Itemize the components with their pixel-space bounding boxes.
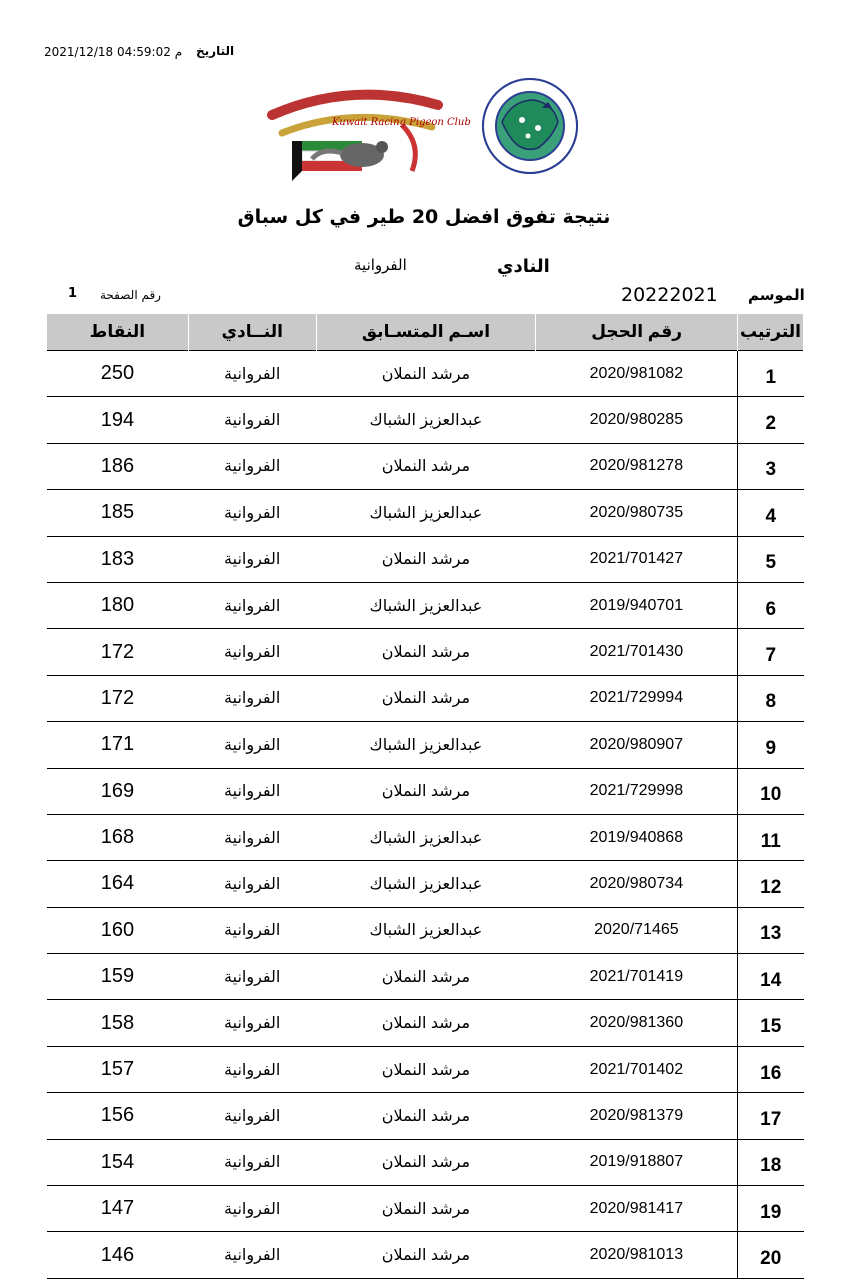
club-cell: الفروانية (188, 814, 316, 860)
points-cell: 183 (47, 536, 189, 582)
ring-cell: 2020/980735 (536, 490, 738, 536)
table-row (47, 675, 804, 721)
name-cell: مرشد النملان (316, 1000, 536, 1046)
table-row (47, 722, 804, 768)
club-cell: الفروانية (188, 768, 316, 814)
club-cell: الفروانية (188, 675, 316, 721)
date-value: 2021/12/18 04:59:02 م (44, 45, 183, 59)
club-cell: الفروانية (188, 443, 316, 489)
ring-cell: 2019/918807 (536, 1139, 738, 1185)
points-cell: 158 (47, 1000, 189, 1046)
name-cell: عبدالعزيز الشباك (316, 582, 536, 628)
federation-logo (482, 78, 578, 174)
ring-cell: 2021/701427 (536, 536, 738, 582)
ring-cell: 2020/981082 (536, 351, 738, 397)
table-header-row (47, 314, 804, 351)
table-row (47, 814, 804, 860)
table-row (47, 1093, 804, 1139)
points-cell: 157 (47, 1046, 189, 1092)
name-cell: مرشد النملان (316, 954, 536, 1000)
rank-cell: 4 (737, 490, 803, 536)
rank-cell: 11 (737, 814, 803, 860)
ring-cell: 2020/980734 (536, 861, 738, 907)
name-cell: مرشد النملان (316, 351, 536, 397)
ring-cell: 2021/729998 (536, 768, 738, 814)
rank-cell: 9 (737, 722, 803, 768)
rank-cell: 14 (737, 954, 803, 1000)
ring-cell: 2020/980285 (536, 397, 738, 443)
page-number-value: 1 (68, 286, 78, 301)
name-cell: عبدالعزيز الشباك (316, 814, 536, 860)
name-cell: عبدالعزيز الشباك (316, 861, 536, 907)
name-cell: عبدالعزيز الشباك (316, 722, 536, 768)
table-row (47, 629, 804, 675)
federation-emblem-icon (482, 78, 578, 174)
rank-cell: 10 (737, 768, 803, 814)
points-cell: 185 (47, 490, 189, 536)
rank-cell: 15 (737, 1000, 803, 1046)
date-label: التاريخ (196, 44, 235, 58)
name-cell: مرشد النملان (316, 768, 536, 814)
header-name: اسـم المتسـابق (316, 314, 536, 351)
name-cell: مرشد النملان (316, 443, 536, 489)
points-cell: 164 (47, 861, 189, 907)
club-cell: الفروانية (188, 1046, 316, 1092)
points-cell: 180 (47, 582, 189, 628)
name-cell: مرشد النملان (316, 536, 536, 582)
header-rank: الترتيب (737, 314, 803, 351)
table-row (47, 1232, 804, 1278)
rank-cell: 1 (737, 351, 803, 397)
name-cell: مرشد النملان (316, 1232, 536, 1278)
club-logo (262, 75, 471, 187)
club-cell: الفروانية (188, 907, 316, 953)
points-cell: 172 (47, 675, 189, 721)
points-cell: 156 (47, 1093, 189, 1139)
club-emblem-icon (262, 75, 471, 187)
table-row (47, 351, 804, 397)
club-label: النادي (497, 256, 550, 277)
name-cell: مرشد النملان (316, 1186, 536, 1232)
club-cell: الفروانية (188, 1232, 316, 1278)
table-row (47, 768, 804, 814)
points-cell: 194 (47, 397, 189, 443)
rank-cell: 13 (737, 907, 803, 953)
ring-cell: 2020/981360 (536, 1000, 738, 1046)
table-row (47, 1186, 804, 1232)
table-row (47, 861, 804, 907)
points-cell: 160 (47, 907, 189, 953)
table-row (47, 1139, 804, 1185)
points-cell: 168 (47, 814, 189, 860)
rank-cell: 19 (737, 1186, 803, 1232)
points-cell: 159 (47, 954, 189, 1000)
name-cell: مرشد النملان (316, 675, 536, 721)
ring-cell: 2020/71465 (536, 907, 738, 953)
rank-cell: 5 (737, 536, 803, 582)
club-cell: الفروانية (188, 1139, 316, 1185)
table-row (47, 443, 804, 489)
ring-cell: 2021/701430 (536, 629, 738, 675)
name-cell: مرشد النملان (316, 1139, 536, 1185)
page-number-label: رقم الصفحة (100, 288, 161, 302)
club-cell: الفروانية (188, 490, 316, 536)
rank-cell: 12 (737, 861, 803, 907)
club-cell: الفروانية (188, 582, 316, 628)
header-points: النقاط (47, 314, 189, 351)
name-cell: مرشد النملان (316, 629, 536, 675)
rank-cell: 3 (737, 443, 803, 489)
ring-cell: 2020/981417 (536, 1186, 738, 1232)
rank-cell: 8 (737, 675, 803, 721)
points-cell: 186 (47, 443, 189, 489)
rank-cell: 2 (737, 397, 803, 443)
header-ring: رقم الحجل (536, 314, 738, 351)
club-logo-text: Kuwait Racing Pigeon Club (332, 117, 471, 128)
page-title: نتيجة تفوق افضل 20 طير في كل سباق (237, 206, 611, 228)
ring-cell: 2019/940701 (536, 582, 738, 628)
points-cell: 146 (47, 1232, 189, 1278)
header-club: النــادي (188, 314, 316, 351)
ring-cell: 2021/729994 (536, 675, 738, 721)
club-cell: الفروانية (188, 1000, 316, 1046)
table-row (47, 1046, 804, 1092)
name-cell: مرشد النملان (316, 1046, 536, 1092)
name-cell: عبدالعزيز الشباك (316, 397, 536, 443)
table-row (47, 397, 804, 443)
season-value: 20222021 (621, 284, 718, 306)
season-label: الموسم (748, 286, 805, 304)
table-row (47, 954, 804, 1000)
table-row (47, 536, 804, 582)
ring-cell: 2020/981013 (536, 1232, 738, 1278)
points-cell: 172 (47, 629, 189, 675)
club-cell: الفروانية (188, 397, 316, 443)
name-cell: عبدالعزيز الشباك (316, 907, 536, 953)
points-cell: 169 (47, 768, 189, 814)
club-cell: الفروانية (188, 629, 316, 675)
ring-cell: 2021/701402 (536, 1046, 738, 1092)
ring-cell: 2020/981379 (536, 1093, 738, 1139)
club-value: الفروانية (354, 256, 407, 274)
points-cell: 147 (47, 1186, 189, 1232)
ring-cell: 2020/981278 (536, 443, 738, 489)
club-cell: الفروانية (188, 861, 316, 907)
results-table (46, 314, 804, 1279)
table-row (47, 582, 804, 628)
table-row (47, 1000, 804, 1046)
name-cell: عبدالعزيز الشباك (316, 490, 536, 536)
club-cell: الفروانية (188, 722, 316, 768)
rank-cell: 16 (737, 1046, 803, 1092)
rank-cell: 7 (737, 629, 803, 675)
club-cell: الفروانية (188, 1186, 316, 1232)
club-cell: الفروانية (188, 351, 316, 397)
points-cell: 250 (47, 351, 189, 397)
points-cell: 154 (47, 1139, 189, 1185)
club-cell: الفروانية (188, 536, 316, 582)
club-cell: الفروانية (188, 954, 316, 1000)
rank-cell: 18 (737, 1139, 803, 1185)
ring-cell: 2021/701419 (536, 954, 738, 1000)
rank-cell: 6 (737, 582, 803, 628)
rank-cell: 17 (737, 1093, 803, 1139)
points-cell: 171 (47, 722, 189, 768)
table-row (47, 490, 804, 536)
ring-cell: 2019/940868 (536, 814, 738, 860)
name-cell: مرشد النملان (316, 1093, 536, 1139)
club-cell: الفروانية (188, 1093, 316, 1139)
rank-cell: 20 (737, 1232, 803, 1278)
ring-cell: 2020/980907 (536, 722, 738, 768)
table-row (47, 907, 804, 953)
